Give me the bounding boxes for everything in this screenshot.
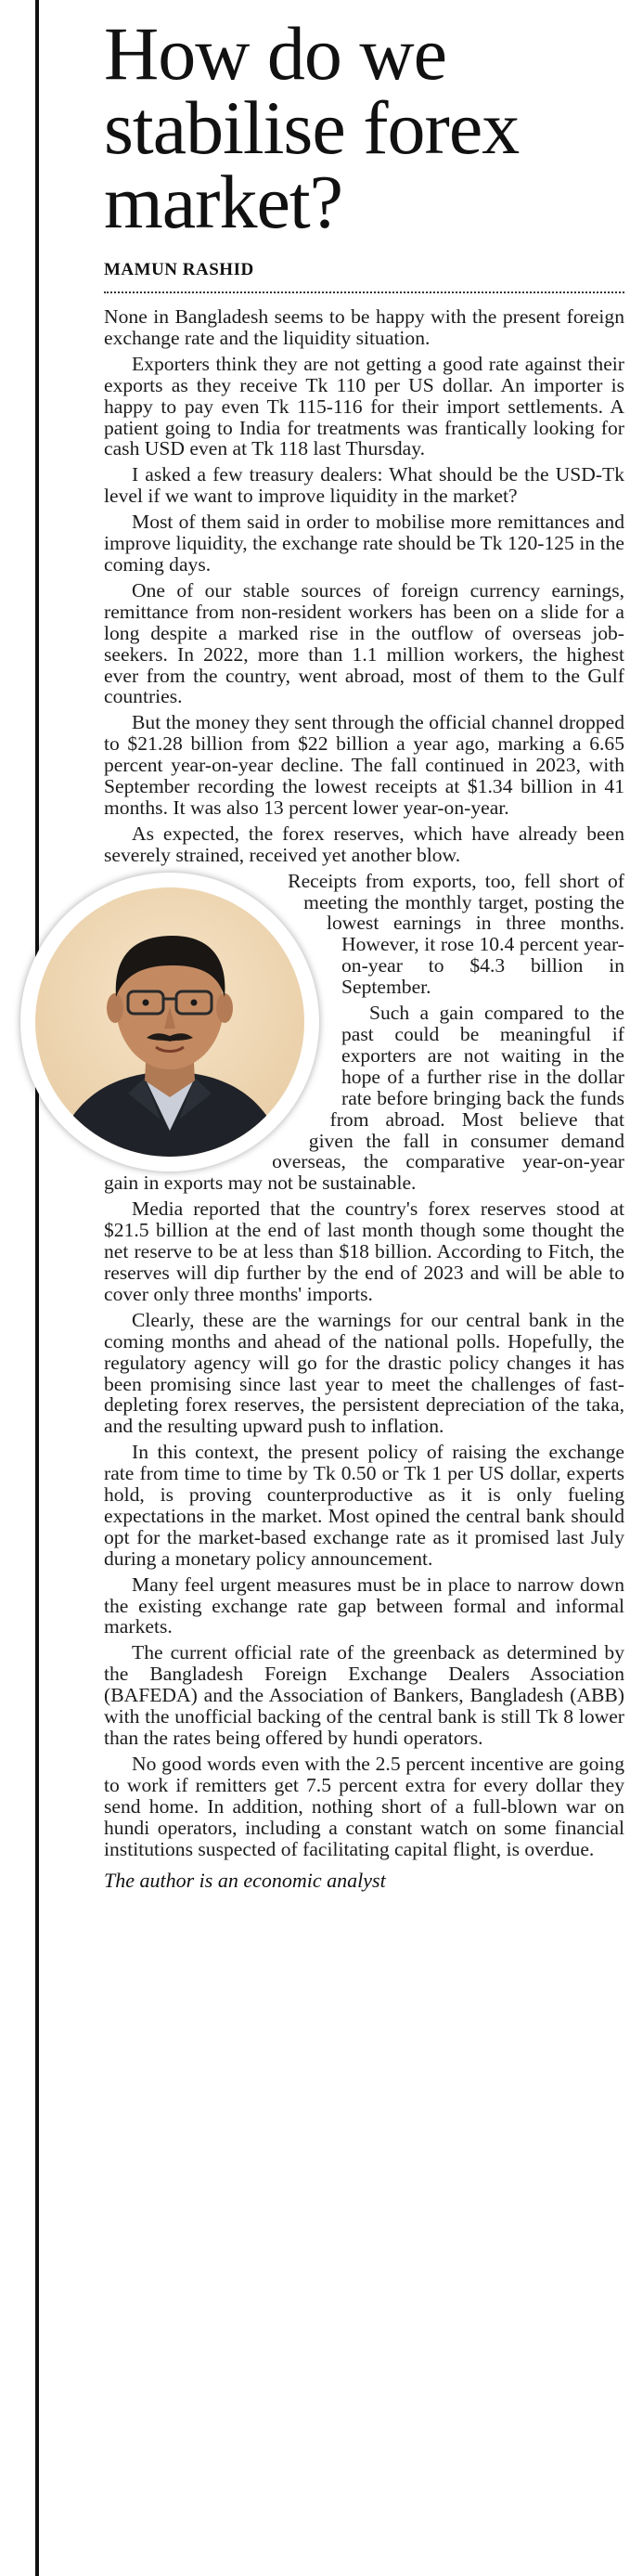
column-rule <box>35 0 39 2576</box>
article-body <box>104 306 624 1859</box>
author-tagline: The author is an economic analyst <box>104 1869 386 1893</box>
paragraph: No good words even with the 2.5 percent incentive are going to work if remitters get 7.5 percent extra for every dollar they send home. In addition, nothing short of a full-blown war on hundi operators, including a constant watch on some financial institutions suspected of facilitating capital flight, is overdue. <box>104 1752 624 1860</box>
headline: How do we stabilise forex market? <box>104 11 520 244</box>
paragraph: None in Bangladesh seems to be happy with the present foreign exchange rate and the liquidity situation. <box>104 305 624 349</box>
byline: MAMUN RASHID <box>104 260 254 279</box>
article <box>104 0 624 1893</box>
author-portrait-icon <box>35 887 304 1157</box>
paragraph: Exporters think they are not getting a good rate against their exports as they receive Tk 110 per US dollar. An importer is happy to pay even Tk 115-116 for their import settlements. A patient going to India for treatments was frantically looking for cash USD even at Tk 118 last Thursday. <box>104 352 624 460</box>
paragraph: The current official rate of the greenback as determined by the Bangladesh Foreign Exchange Dealers Association (BAFEDA) and the Association of Bankers, Bangladesh (ABB) with the unofficial backing of the central bank is still Tk 8 lower than the rates being offered by hundi operators. <box>104 1641 624 1749</box>
paragraph: In this context, the present policy of raising the exchange rate from time to time by Tk 0.50 or Tk 1 per US dollar, experts hold, is proving counterproductive as it is only fueling expectations in the market. Most opined the central bank should opt for the market-based exchange rate as it promised last July during a monetary policy announcement. <box>104 1441 624 1570</box>
author-photo <box>19 871 325 1177</box>
paragraph: Clearly, these are the warnings for our central bank in the coming months and ahead of the national polls. Hopefully, the regulatory agency will go for the drastic policy changes it has been promising since last year to meet the challenges of fast-depleting forex reserves, the persistent depreciation of the taka, and the resulting upward push to inflation. <box>104 1308 624 1438</box>
paragraph: But the money they sent through the official channel dropped to $21.28 billion from $22 billion a year ago, marking a 6.65 percent year-on-year decline. The fall continued in 2023, with September recording the lowest receipts at $1.34 billion in 41 months. It was also 13 percent lower year-on-year. <box>104 711 624 819</box>
byline-divider <box>104 291 624 293</box>
author-photo-frame <box>20 873 319 1171</box>
paragraph: Many feel urgent measures must be in place to narrow down the existing exchange rate gap between formal and informal markets. <box>104 1573 624 1638</box>
paragraph: Receipts from exports, too, fell short of meeting the monthly target, posting the lowest earnings in three months. However, it rose 10.4 percent year-on-year to $4.3 billion in September. <box>288 869 624 999</box>
paragraph: Such a gain compared to the past could be meaningful if exporters are not waiting in the hope of a further rise in the dollar rate before bringing back the funds from abroad. Most believe that given the fall in consumer demand overseas, the comparative year-on-year gain in exports may not be sustainable. <box>104 1002 624 1195</box>
paragraph: Most of them said in order to mobilise more remittances and improve liquidity, the exchange rate should be Tk 120-125 in the coming days. <box>104 511 624 576</box>
paragraph: One of our stable sources of foreign currency earnings, remittance from non-resident workers has been on a slide for a long despite a marked rise in the outflow of overseas job-seekers. In 2022, more than 1.1 million workers, the highest ever from the country, went abroad, most of them to the Gulf countries. <box>104 578 624 708</box>
paragraph: Media reported that the country's forex reserves stood at $21.5 billion at the end of last month though some thought the net reserve to be at less than $18 billion. According to Fitch, the reserves will dip further by the end of 2023 and will be able to cover only three months' imports. <box>104 1197 624 1305</box>
paragraph: I asked a few treasury dealers: What should be the USD-Tk level if we want to improve liquidity in the market? <box>104 463 624 508</box>
paragraph: As expected, the forex reserves, which have already been severely strained, received yet another blow. <box>104 822 624 866</box>
